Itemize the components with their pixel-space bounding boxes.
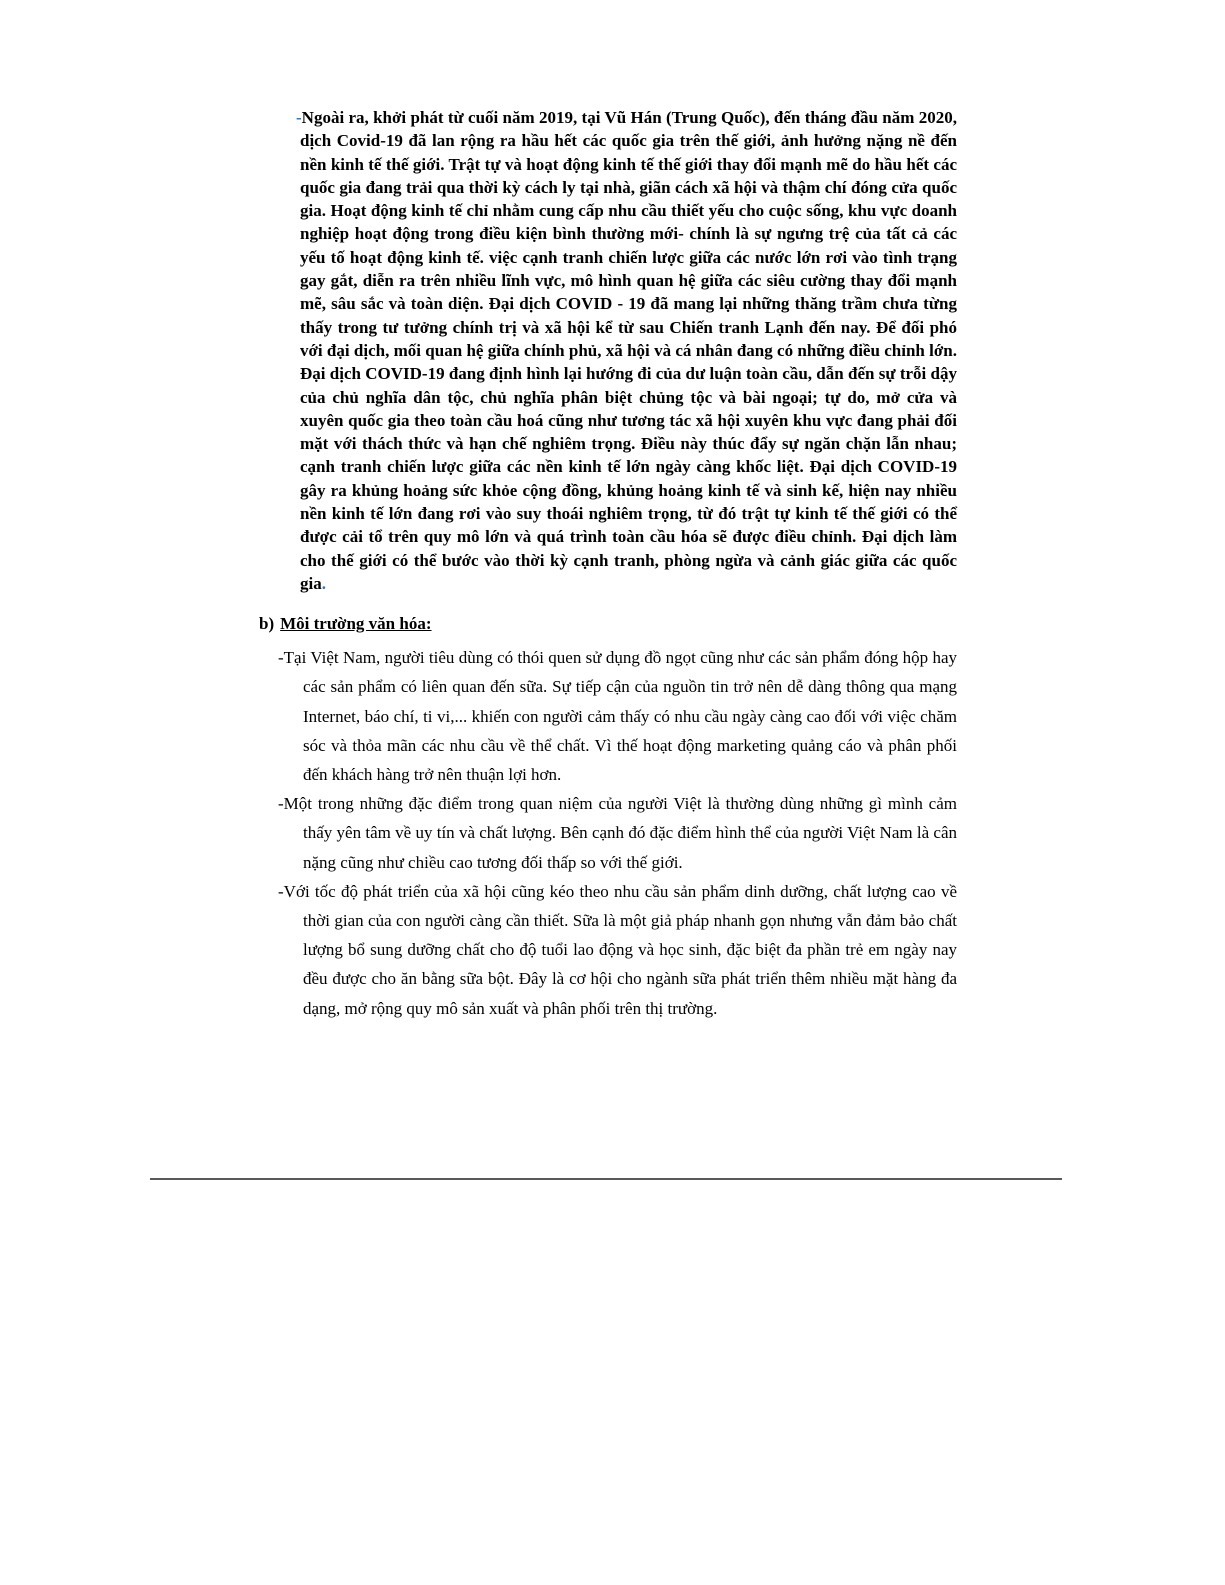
bullet-list [0, 643, 1225, 1023]
bullet-text: Tại Việt Nam, người tiêu dùng có thói quen sử dụng đồ ngọt cũng như các sản phẩm đóng hộp hay các sản phẩm có liên quan đến sữa. Sự tiếp cận của nguồn tin trở nên dễ dàng thông qua mạng Internet, báo chí, ti vi,... khiến con người cảm thấy có nhu cầu ngày càng cao đối với việc chăm sóc và thỏa mãn các nhu cầu về thể chất. Vì thế hoạt động marketing quảng cáo và phân phối đến khách hàng trở nên thuận lợi hơn. [283, 648, 957, 785]
section-b-title: Môi trường văn hóa: [280, 614, 432, 634]
bullet-text: Một trong những đặc điểm trong quan niệm của người Việt là thường dùng những gì mình cảm thấy yên tâm về uy tín và chất lượng. Bên cạnh đó đặc điểm hình thể của người Việt Nam là cân nặng cũng như chiều cao tương đối thấp so với thế giới. [283, 794, 957, 872]
bullet-dash: - [278, 881, 284, 901]
bullet-text: Với tốc độ phát triển của xã hội cũng kéo theo nhu cầu sản phẩm dinh dưỡng, chất lượng cao về thời gian của con người càng cần thiết. Sữa là một giả pháp nhanh gọn nhưng vẫn đảm bảo chất lượng bổ sung dưỡng chất cho độ tuổi lao động và học sinh, đặc biệt đa phần trẻ em ngày nay đều được cho ăn bằng sữa bột. Đây là cơ hội cho ngành sữa phát triển thêm nhiều mặt hàng đa dạng, mở rộng quy mô sản xuất và phân phối trên thị trường. [283, 881, 957, 1018]
section-b-label: b) [259, 614, 275, 634]
bullet-paragraph [278, 877, 957, 1023]
revision-dash: - [296, 108, 302, 127]
covid-paragraph [296, 0, 957, 595]
bullet-dash: - [278, 794, 284, 814]
footer-divider [150, 1178, 1062, 1180]
revision-period: . [321, 573, 326, 593]
bullet-dash: - [278, 648, 284, 668]
bullet-paragraph [278, 643, 957, 789]
covid-paragraph-text: Ngoài ra, khởi phát từ cuối năm 2019, tại Vũ Hán (Trung Quốc), đến tháng đầu năm 2020, dịch Covid-19 đã lan rộng ra hầu hết các quốc gia trên thế giới, ảnh hưởng nặng nề đến nền kinh tế thế giới. Trật tự và hoạt động kinh tế thế giới thay đổi mạnh mẽ do hầu hết các quốc gia đang trải qua thời kỳ cách ly tại nhà, giãn cách xã hội và thậm chí đóng cửa quốc gia. Hoạt động kinh tế chỉ nhằm cung cấp nhu cầu thiết yếu cho cuộc sống, khu vực doanh nghiệp hoạt động trong điều kiện bình thường mới- chính là sự ngưng trệ của tất cả các yếu tố hoạt động kinh tế. việc cạnh tranh chiến lược giữa các nước lớn rơi vào tình trạng gay gắt, diễn ra trên nhiều lĩnh vực, mô hình quan hệ giữa các siêu cường thay đổi mạnh mẽ, sâu sắc và toàn diện. Đại dịch COVID - 19 đã mang lại những thăng trầm chưa từng thấy trong tư tưởng chính trị và xã hội kể từ sau Chiến tranh Lạnh đến nay. Để đối phó với đại dịch, mối quan hệ giữa chính phủ, xã hội và cá nhân đang có những điều chỉnh lớn. Đại dịch COVID-19 đang định hình lại hướng đi của dư luận toàn cầu, dẫn đến sự trỗi dậy của chủ nghĩa dân tộc, chủ nghĩa phân biệt chủng tộc và bài ngoại; tự do, mở cửa và xuyên quốc gia theo toàn cầu hoá cũng như tương tác xã hội xuyên khu vực đang phải đối mặt với thách thức và hạn chế nghiêm trọng. Điều này thúc đẩy sự ngăn chặn lẫn nhau; cạnh tranh chiến lược giữa các nền kinh tế lớn ngày càng khốc liệt. Đại dịch COVID-19 gây ra khủng hoảng sức khỏe cộng đồng, khủng hoảng kinh tế và sinh kế, hiện nay nhiều nền kinh tế lớn đang rơi vào suy thoái nghiêm trọng, từ đó trật tự kinh tế thế giới có thể được cải tổ trên quy mô lớn và quá trình toàn cầu hóa sẽ được điều chỉnh. Đại dịch làm cho thế giới có thể bước vào thời kỳ cạnh tranh, phòng ngừa và cảnh giác giữa các quốc gia [300, 108, 957, 593]
section-b-heading [259, 612, 1225, 636]
bullet-paragraph [278, 789, 957, 877]
